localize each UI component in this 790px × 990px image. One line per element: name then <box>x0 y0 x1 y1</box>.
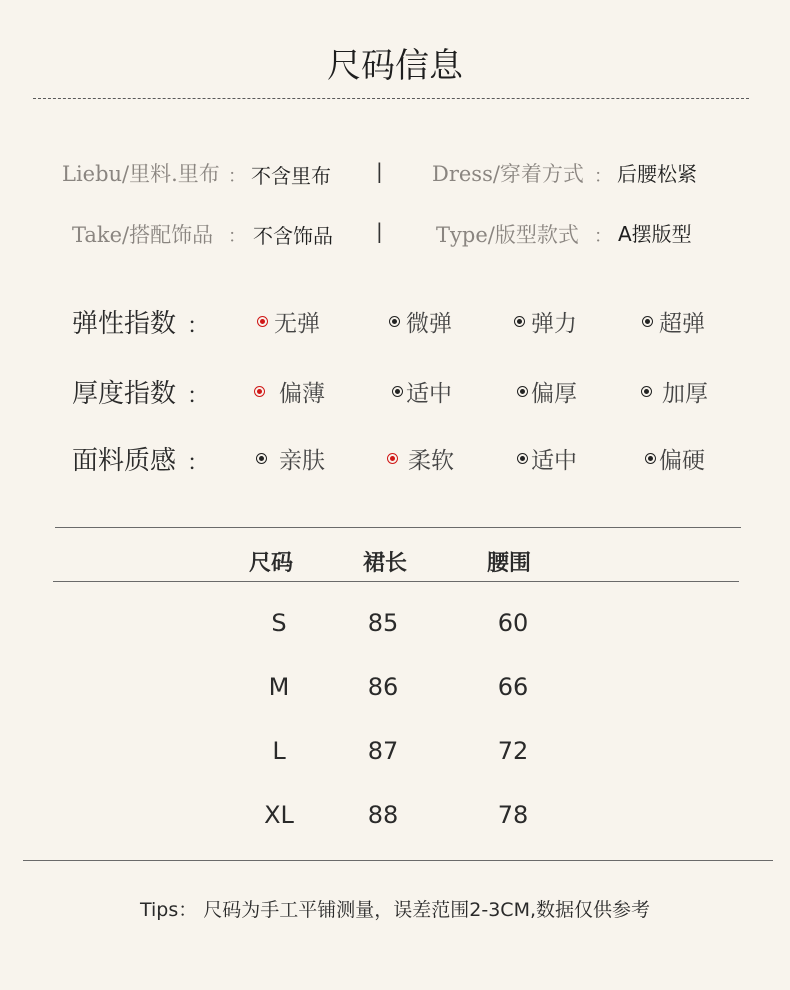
thickness-colon: ： <box>187 384 210 409</box>
option-label: 偏硬 <box>659 448 705 474</box>
table-cell: 66 <box>497 673 529 701</box>
spec-wear-value: 后腰松紧 <box>617 162 697 186</box>
radio-unselected-icon <box>641 386 652 397</box>
radio-unselected-icon <box>642 316 653 327</box>
table-cell: 60 <box>497 609 529 637</box>
radio-unselected-icon <box>514 316 525 327</box>
spec-type-colon: ： <box>594 226 612 247</box>
table-cell: 85 <box>367 609 399 637</box>
table-header-rule <box>53 581 739 582</box>
table-cell: 88 <box>367 801 399 829</box>
thickness-label: 厚度指数 <box>72 379 177 409</box>
spec-lining-colon: ： <box>228 166 246 187</box>
radio-unselected-icon <box>517 453 528 464</box>
option-label: 柔软 <box>408 448 454 474</box>
spec-wear-colon: ： <box>594 166 612 187</box>
elasticity-option[interactable] <box>389 305 452 338</box>
option-label: 适中 <box>531 448 577 474</box>
option-label: 亲肤 <box>279 448 325 474</box>
elasticity-label: 弹性指数 <box>72 309 177 339</box>
spec-wear-label: Dress/穿着方式 <box>432 162 584 186</box>
tips-note: Tips： 尺码为手工平铺测量，误差范围2-3CM,数据仅供参考 <box>139 899 651 921</box>
thickness-option[interactable] <box>392 375 452 408</box>
elasticity-colon: ： <box>187 314 210 339</box>
table-header-size: 尺码 <box>248 551 293 576</box>
table-header-waist: 腰围 <box>486 551 531 576</box>
spec-separator: | <box>376 219 383 243</box>
radio-unselected-icon <box>645 453 656 464</box>
table-cell: 86 <box>367 673 399 701</box>
radio-selected-icon <box>257 316 268 327</box>
spec-accessory-colon: ： <box>228 226 246 247</box>
option-label: 偏薄 <box>279 381 325 407</box>
elasticity-option[interactable] <box>257 305 320 338</box>
thickness-option[interactable] <box>517 375 577 408</box>
spec-type-value: A摆版型 <box>618 222 692 246</box>
option-label: 超弹 <box>659 311 705 337</box>
option-label: 微弹 <box>406 311 452 337</box>
texture-colon: ： <box>187 451 210 476</box>
table-cell: M <box>268 673 290 701</box>
spec-lining-value: 不含里布 <box>251 164 331 188</box>
radio-unselected-icon <box>392 386 403 397</box>
elasticity-option[interactable] <box>514 305 577 338</box>
texture-option[interactable] <box>645 442 705 475</box>
option-label: 弹力 <box>531 311 577 337</box>
table-cell: 72 <box>497 737 529 765</box>
table-cell: 78 <box>497 801 529 829</box>
option-label: 无弹 <box>274 311 320 337</box>
title-divider <box>33 98 749 99</box>
table-cell: S <box>271 609 287 637</box>
texture-option[interactable] <box>256 442 325 475</box>
table-top-rule <box>55 527 741 528</box>
table-header-length: 裙长 <box>362 551 407 576</box>
texture-option[interactable] <box>517 442 577 475</box>
elasticity-option[interactable] <box>642 305 705 338</box>
spec-accessory-value: 不含饰品 <box>253 224 333 248</box>
radio-unselected-icon <box>517 386 528 397</box>
table-cell: L <box>272 737 286 765</box>
spec-lining-label: Liebu/里料.里布 <box>62 162 220 186</box>
table-bottom-rule <box>23 860 773 861</box>
option-label: 适中 <box>406 381 452 407</box>
texture-option[interactable] <box>387 442 454 475</box>
radio-selected-icon <box>387 453 398 464</box>
spec-separator: | <box>376 159 383 183</box>
table-cell: 87 <box>367 737 399 765</box>
spec-accessory-label: Take/搭配饰品 <box>72 223 214 247</box>
radio-unselected-icon <box>256 453 267 464</box>
radio-unselected-icon <box>389 316 400 327</box>
option-label: 偏厚 <box>531 381 577 407</box>
option-label: 加厚 <box>662 381 708 407</box>
page-title: 尺码信息 <box>327 46 463 86</box>
spec-type-label: Type/版型款式 <box>436 223 579 247</box>
thickness-option[interactable] <box>254 375 325 408</box>
thickness-option[interactable] <box>641 375 708 408</box>
radio-selected-icon <box>254 386 265 397</box>
texture-label: 面料质感 <box>72 446 177 476</box>
table-cell: XL <box>264 801 294 829</box>
